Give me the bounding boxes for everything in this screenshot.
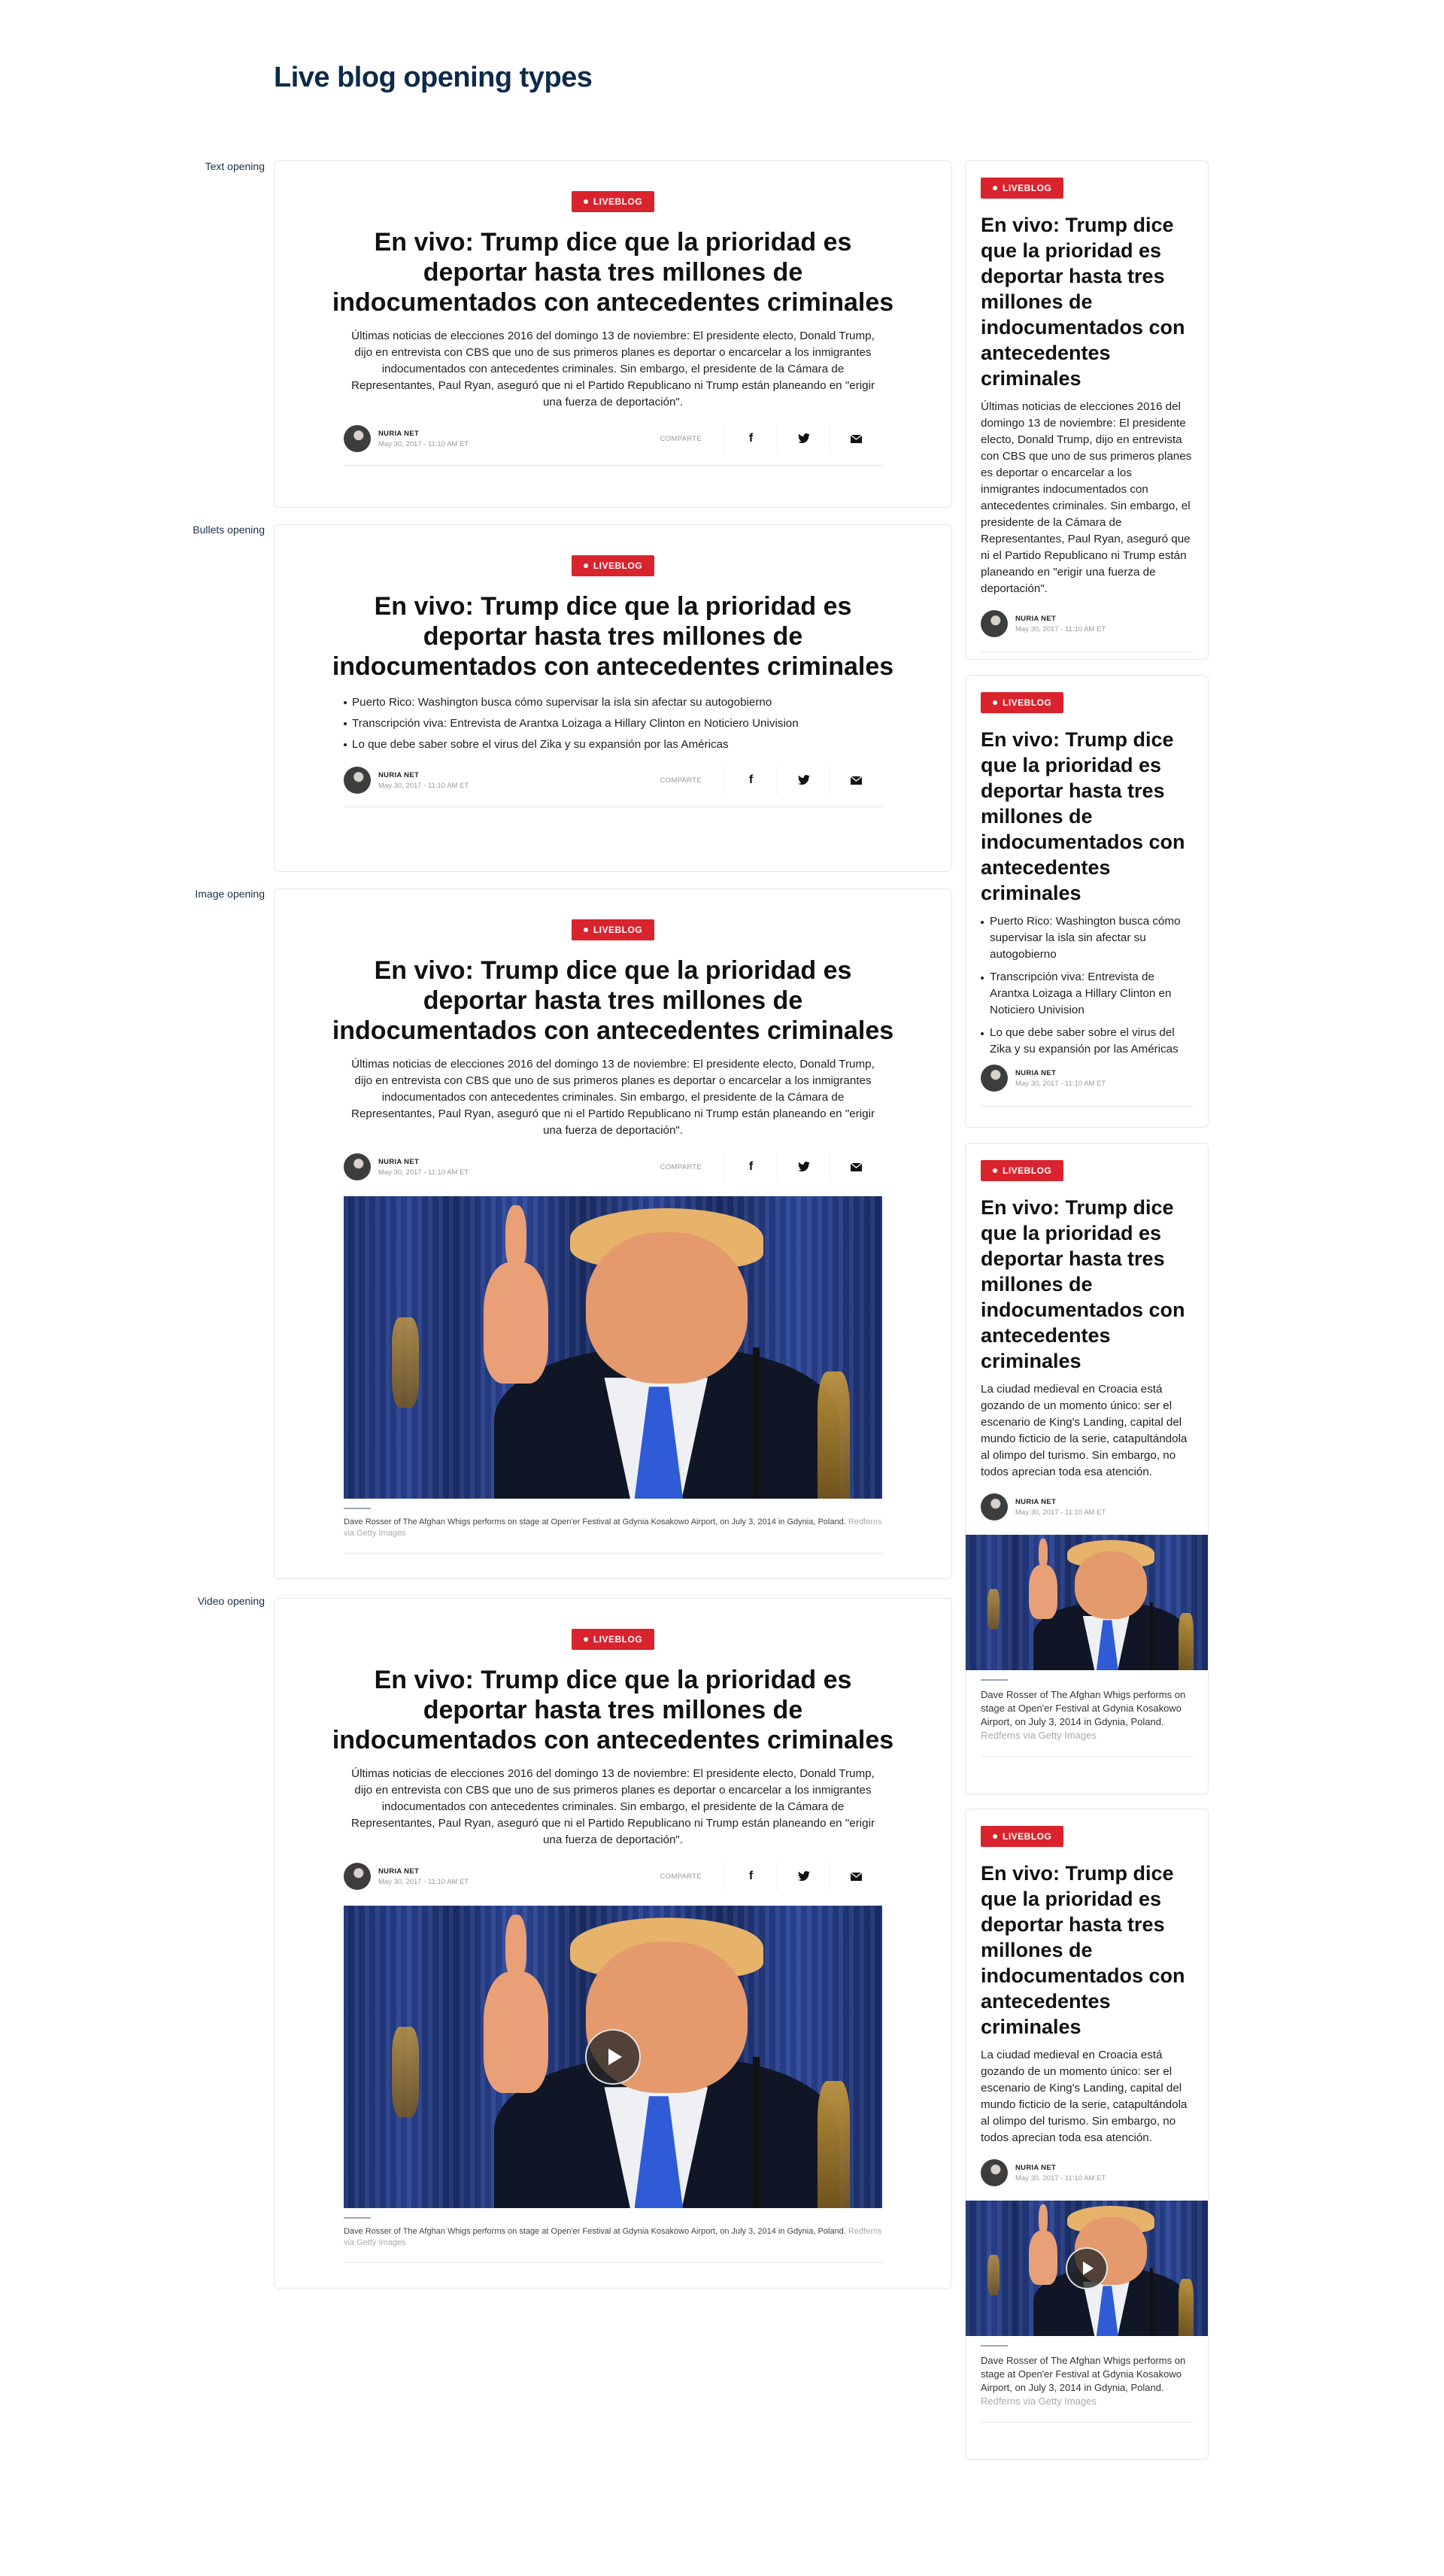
image-caption bbox=[344, 1517, 882, 1539]
badge-label: LIVEBLOG bbox=[1003, 697, 1052, 708]
twitter-share-button[interactable] bbox=[777, 424, 830, 453]
facebook-icon: f bbox=[748, 1870, 754, 1882]
badge-label: LIVEBLOG bbox=[593, 1634, 643, 1645]
divider bbox=[981, 1756, 1193, 1757]
video-opening-card bbox=[274, 1598, 952, 2289]
share-label: COMPARTE bbox=[660, 1872, 702, 1881]
headline[interactable]: En vivo: Trump dice que la prioridad es deportar hasta tres millones de indocumentados con antecedentes criminales bbox=[332, 592, 894, 681]
bullet-item[interactable]: Transcripción viva: Entrevista de Arantxa Loizaga a Hillary Clinton en Noticiero Univision bbox=[981, 969, 1193, 1019]
email-icon bbox=[851, 1873, 862, 1881]
liveblog-badge bbox=[572, 555, 654, 576]
lead-image[interactable] bbox=[966, 1535, 1208, 1670]
page-title: Live blog opening types bbox=[274, 62, 593, 93]
live-dot-icon bbox=[993, 1834, 997, 1839]
caption-rule bbox=[344, 2217, 371, 2219]
share-label: COMPARTE bbox=[660, 1162, 702, 1171]
caption-text: Dave Rosser of The Afghan Whigs performs on stage at Open'er Festival at Gdynia Kosakowo Airport, on July 3, 2014 in Gdynia, Poland. bbox=[981, 2355, 1186, 2393]
facebook-share-button[interactable] bbox=[724, 424, 777, 453]
facebook-icon: f bbox=[748, 1160, 754, 1173]
email-icon bbox=[851, 435, 862, 443]
bullet-item[interactable]: Puerto Rico: Washington busca cómo supervisar la isla sin afectar su autogobierno bbox=[981, 913, 1193, 963]
text-opening-card bbox=[274, 160, 952, 508]
publish-date: May 30, 2017 - 11:10 AM ET bbox=[1015, 1079, 1106, 1088]
headline[interactable]: En vivo: Trump dice que la prioridad es deportar hasta tres millones de indocumentados con antecedentes criminales bbox=[332, 956, 894, 1045]
summary: Últimas noticias de elecciones 2016 del domingo 13 de noviembre: El presidente electo, Donald Trump, dijo en entrevista con CBS que uno de sus primeros planes es deportar o encarcelar a los inmigrantes indocumentados con antecedentes criminales. Sin embargo, el presidente de la Cámara de Representantes, Paul Ryan, aseguró que ni el Partido Republicano ni Trump están planeando en "erigir una fuerza de deportación". bbox=[350, 1767, 875, 1846]
badge-label: LIVEBLOG bbox=[1003, 1831, 1052, 1842]
avatar[interactable] bbox=[344, 425, 371, 452]
lead-video[interactable] bbox=[966, 2201, 1208, 2336]
author-name[interactable]: NURIA NET bbox=[378, 1157, 420, 1166]
twitter-icon bbox=[798, 1871, 810, 1882]
twitter-icon bbox=[798, 775, 810, 785]
avatar[interactable] bbox=[981, 1065, 1008, 1092]
facebook-share-button[interactable] bbox=[724, 766, 777, 794]
live-dot-icon bbox=[993, 700, 997, 705]
section-label-video: Video opening bbox=[197, 1595, 265, 1607]
publish-date: May 30, 2017 - 11:10 AM ET bbox=[378, 1877, 469, 1886]
liveblog-badge bbox=[981, 1160, 1063, 1181]
bullet-list bbox=[344, 692, 882, 755]
play-icon bbox=[1083, 2262, 1094, 2275]
author-name[interactable]: NURIA NET bbox=[1015, 614, 1057, 623]
summary: Últimas noticias de elecciones 2016 del domingo 13 de noviembre: El presidente electo, Donald Trump, dijo en entrevista con CBS que uno de sus primeros planes es deportar o encarcelar a los inmigrantes indocumentados con antecedentes criminales. Sin embargo, el presidente de la Cámara de Representantes, Paul Ryan, aseguró que ni el Partido Republicano ni Trump están planeando en "erigir una fuerza de deportación". bbox=[350, 330, 875, 409]
liveblog-badge bbox=[572, 1629, 654, 1650]
author-name[interactable]: NURIA NET bbox=[378, 1867, 420, 1876]
email-share-button[interactable] bbox=[830, 1153, 882, 1181]
email-share-button[interactable] bbox=[830, 424, 882, 453]
bullet-item[interactable]: Puerto Rico: Washington busca cómo supervisar la isla sin afectar su autogobierno bbox=[344, 692, 882, 713]
photo bbox=[966, 1535, 1208, 1670]
badge-label: LIVEBLOG bbox=[593, 196, 643, 207]
headline[interactable]: En vivo: Trump dice que la prioridad es deportar hasta tres millones de indocumentados con antecedentes criminales bbox=[332, 1666, 894, 1754]
summary: La ciudad medieval en Croacia está gozando de un momento único: ser el escenario de King's Landing, capital del mundo ficticio de la serie, catapultándola al olimpo del turismo. Sin embargo, no todos aprecian toda esa atención. bbox=[981, 1383, 1188, 1478]
lead-image[interactable] bbox=[344, 1196, 882, 1499]
headline[interactable]: En vivo: Trump dice que la prioridad es deportar hasta tres millones de indocumentados con antecedentes criminales bbox=[981, 1862, 1185, 2038]
video-caption bbox=[981, 2354, 1193, 2408]
image-credit: Redferns via Getty Images bbox=[344, 2227, 882, 2247]
bullet-item[interactable]: Lo que debe saber sobre el virus del Zika y su expansión por las Américas bbox=[344, 734, 882, 755]
caption-rule bbox=[344, 1508, 371, 1509]
caption-text: Dave Rosser of The Afghan Whigs performs on stage at Open'er Festival at Gdynia Kosakowo Airport, on July 3, 2014 in Gdynia, Poland. bbox=[981, 1689, 1186, 1727]
twitter-share-button[interactable] bbox=[777, 1153, 830, 1181]
email-share-button[interactable] bbox=[830, 1862, 882, 1891]
avatar[interactable] bbox=[344, 767, 371, 794]
avatar[interactable] bbox=[981, 1493, 1008, 1520]
avatar[interactable] bbox=[981, 610, 1008, 637]
image-credit: Redferns via Getty Images bbox=[344, 1517, 882, 1538]
bullets-opening-card bbox=[274, 524, 952, 872]
email-share-button[interactable] bbox=[830, 766, 882, 794]
author-name[interactable]: NURIA NET bbox=[378, 770, 420, 779]
publish-date: May 30, 2017 - 11:10 AM ET bbox=[1015, 1508, 1106, 1517]
image-credit: Redferns via Getty Images bbox=[981, 2395, 1097, 2407]
bullet-item[interactable]: Lo que debe saber sobre el virus del Zika y su expansión por las Américas bbox=[981, 1025, 1193, 1058]
avatar[interactable] bbox=[344, 1863, 371, 1890]
section-label-image: Image opening bbox=[195, 888, 265, 900]
twitter-share-button[interactable] bbox=[777, 766, 830, 794]
badge-label: LIVEBLOG bbox=[593, 560, 643, 571]
section-label-bullets: Bullets opening bbox=[193, 524, 265, 536]
live-dot-icon bbox=[584, 928, 588, 932]
live-dot-icon bbox=[584, 564, 588, 568]
author-name[interactable]: NURIA NET bbox=[1015, 1068, 1057, 1077]
headline[interactable]: En vivo: Trump dice que la prioridad es deportar hasta tres millones de indocumentados con antecedentes criminales bbox=[981, 1196, 1185, 1372]
twitter-icon bbox=[798, 1162, 810, 1172]
play-button[interactable] bbox=[585, 2029, 641, 2085]
facebook-icon: f bbox=[748, 773, 754, 786]
publish-date: May 30, 2017 - 11:10 AM ET bbox=[378, 781, 469, 790]
summary: Últimas noticias de elecciones 2016 del domingo 13 de noviembre: El presidente electo, Donald Trump, dijo en entrevista con CBS que uno de sus primeros planes es deportar o encarcelar a los inmigrantes indocumentados con antecedentes criminales. Sin embargo, el presidente de la Cámara de Representantes, Paul Ryan, aseguró que ni el Partido Republicano ni Trump están planeando en "erigir una fuerza de deportación". bbox=[350, 1058, 875, 1137]
play-icon bbox=[608, 2049, 622, 2065]
liveblog-badge bbox=[981, 1826, 1063, 1847]
summary: La ciudad medieval en Croacia está gozando de un momento único: ser el escenario de King's Landing, capital del mundo ficticio de la serie, catapultándola al olimpo del turismo. Sin embargo, no todos aprecian toda esa atención. bbox=[981, 2049, 1188, 2144]
divider bbox=[344, 465, 882, 466]
divider bbox=[344, 1553, 882, 1554]
summary: Últimas noticias de elecciones 2016 del domingo 13 de noviembre: El presidente electo, Donald Trump, dijo en entrevista con CBS que uno de sus primeros planes es deportar o encarcelar a los inmigrantes indocumentados con antecedentes criminales. Sin embargo, el presidente de la Cámara de Representantes, Paul Ryan, aseguró que ni el Partido Republicano ni Trump están planeando en "erigir una fuerza de deportación". bbox=[981, 400, 1192, 595]
liveblog-badge bbox=[981, 692, 1063, 713]
play-button[interactable] bbox=[1066, 2247, 1108, 2289]
photo bbox=[344, 1196, 882, 1499]
caption-text: Dave Rosser of The Afghan Whigs performs on stage at Open'er Festival at Gdynia Kosakowo Airport, on July 3, 2014 in Gdynia, Poland. bbox=[344, 2227, 846, 2236]
divider bbox=[344, 2262, 882, 2263]
publish-date: May 30, 2017 - 11:10 AM ET bbox=[1015, 2174, 1106, 2183]
caption-rule bbox=[981, 2345, 1008, 2347]
twitter-share-button[interactable] bbox=[777, 1862, 830, 1891]
publish-date: May 30, 2017 - 11:10 AM ET bbox=[1015, 624, 1106, 633]
author-name[interactable]: NURIA NET bbox=[1015, 2163, 1057, 2172]
bullets-opening-card-mobile bbox=[965, 675, 1209, 1128]
image-opening-card bbox=[274, 889, 952, 1579]
bullet-list bbox=[981, 913, 1193, 1058]
facebook-share-button[interactable] bbox=[724, 1862, 777, 1891]
badge-label: LIVEBLOG bbox=[1003, 1165, 1052, 1176]
headline[interactable]: En vivo: Trump dice que la prioridad es deportar hasta tres millones de indocumentados con antecedentes criminales bbox=[981, 214, 1185, 390]
image-caption bbox=[981, 1688, 1193, 1742]
twitter-icon bbox=[798, 433, 810, 444]
live-dot-icon bbox=[993, 186, 997, 190]
email-icon bbox=[851, 1163, 862, 1171]
publish-date: May 30, 2017 - 11:10 AM ET bbox=[378, 1168, 469, 1177]
caption-text: Dave Rosser of The Afghan Whigs performs on stage at Open'er Festival at Gdynia Kosakowo Airport, on July 3, 2014 in Gdynia, Poland. bbox=[344, 1517, 846, 1526]
publish-date: May 30, 2017 - 11:10 AM ET bbox=[378, 439, 469, 448]
facebook-share-button[interactable] bbox=[724, 1153, 777, 1181]
avatar[interactable] bbox=[981, 2159, 1008, 2186]
badge-label: LIVEBLOG bbox=[1003, 183, 1052, 193]
video-opening-card-mobile bbox=[965, 1809, 1209, 2460]
share-label: COMPARTE bbox=[660, 776, 702, 785]
live-dot-icon bbox=[584, 1637, 588, 1642]
live-dot-icon bbox=[584, 199, 588, 204]
headline[interactable]: En vivo: Trump dice que la prioridad es deportar hasta tres millones de indocumentados con antecedentes criminales bbox=[332, 228, 894, 317]
divider bbox=[981, 1106, 1193, 1107]
headline[interactable]: En vivo: Trump dice que la prioridad es deportar hasta tres millones de indocumentados con antecedentes criminales bbox=[981, 728, 1185, 904]
liveblog-badge bbox=[572, 919, 654, 940]
image-opening-card-mobile bbox=[965, 1143, 1209, 1794]
facebook-icon: f bbox=[748, 432, 754, 445]
share-label: COMPARTE bbox=[660, 434, 702, 443]
badge-label: LIVEBLOG bbox=[593, 925, 643, 935]
text-opening-card-mobile bbox=[965, 160, 1209, 660]
bullet-item[interactable]: Transcripción viva: Entrevista de Arantxa Loizaga a Hillary Clinton en Noticiero Univision bbox=[344, 713, 882, 734]
liveblog-badge bbox=[981, 178, 1063, 199]
video-caption bbox=[344, 2226, 882, 2249]
author-name[interactable]: NURIA NET bbox=[1015, 1497, 1057, 1506]
avatar[interactable] bbox=[344, 1153, 371, 1180]
email-icon bbox=[851, 776, 862, 785]
lead-video[interactable] bbox=[344, 1906, 882, 2208]
divider bbox=[981, 2422, 1193, 2423]
live-dot-icon bbox=[993, 1168, 997, 1173]
section-label-text: Text opening bbox=[205, 160, 265, 172]
caption-rule bbox=[981, 1679, 1008, 1681]
author-name[interactable]: NURIA NET bbox=[378, 429, 420, 438]
liveblog-badge bbox=[572, 191, 654, 212]
image-credit: Redferns via Getty Images bbox=[981, 1730, 1097, 1741]
